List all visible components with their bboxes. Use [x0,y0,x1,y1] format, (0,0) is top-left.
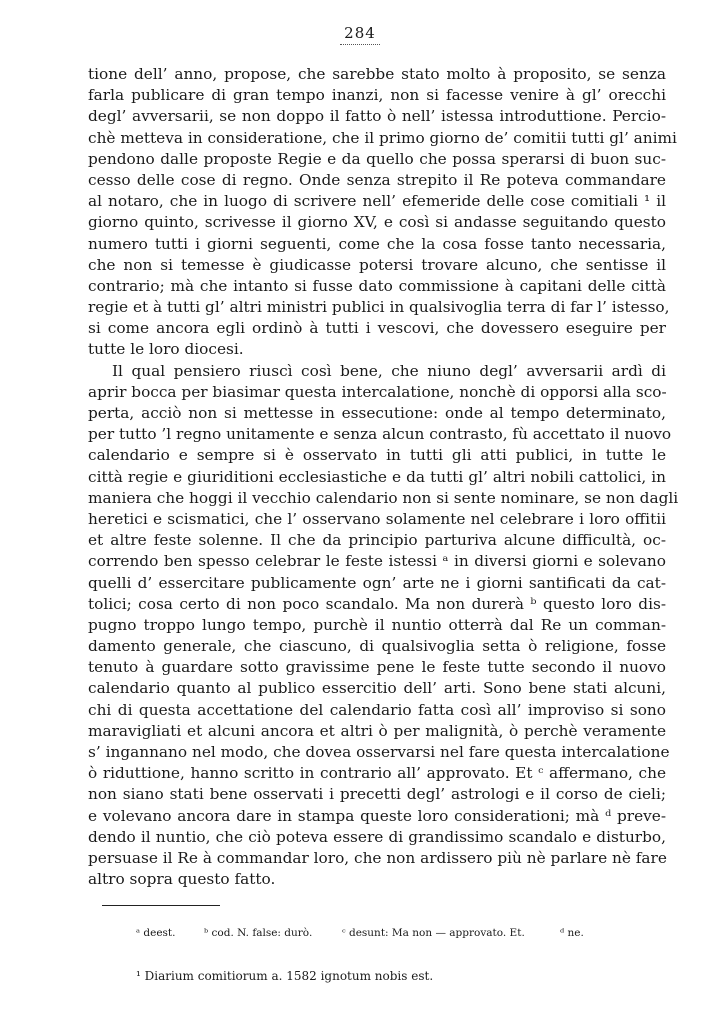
footnote-a: ᵃ deest. [136,927,176,939]
footnote-b: ᵇ cod. N. false: durò. [204,927,313,939]
text-line: aprir bocca per biasimar questa intercalatione, nonchè di opporsi alla sco- [88,382,667,401]
text-line: contrario; mà che intanto si fusse dato commissione à capitani delle città [88,276,666,295]
text-line: altro sopra questo fatto. [88,870,276,889]
text-line: Il qual pensiero riuscì così bene, che niuno degl’ avversarii ardì di [112,361,666,380]
text-line: giorno quinto, scrivesse il giorno XV, e così si andasse seguitando questo [88,213,666,232]
text-line: heretici e scismatici, che l’ osservano solamente nel celebrare i loro offitii [88,509,666,528]
text-line: persuase il Re à commandar loro, che non ardissero più nè parlare nè fare [88,848,667,867]
text-line: farla publicare di gran tempo inanzi, non si facesse venire à gl’ orecchi [88,86,666,105]
text-line: perta, acciò non si mettesse in essecutione: onde al tempo determinato, [88,404,666,422]
text-line: maravigliati et alcuni ancora et altri ò per malignità, ò perchè veramente [88,721,666,740]
footnote-1: ¹ Diarium comitiorum a. 1582 ignotum nobis est. [136,969,434,983]
text-line: tolici; cosa certo di non poco scandalo. Ma non durerà ᵇ questo loro dis- [88,594,666,613]
text-line: ò riduttione, hanno scritto in contrario all’ approvato. Et ᶜ affermano, che [88,764,666,783]
text-line: s’ ingannano nel modo, che dovea osservarsi nel fare questa intercalatione [88,743,670,761]
text-line: cesso delle cose di regno. Onde senza strepito il Re poteva commandare [88,170,666,189]
text-line: tione dell’ anno, propose, che sarebbe stato molto à proposito, se senza [88,65,666,83]
text-line: degl’ avversarii, se non doppo il fatto ò nell’ istessa introduttione. Percio- [88,107,666,126]
body-text [88,64,679,890]
text-line: al notaro, che in luogo di scrivere nell’ efemeride delle cose comitiali ¹ il [88,192,666,211]
text-line: città regie e giuriditioni ecclesiastiche e da tutti gl’ altri nobili cattolici, in [88,467,666,486]
text-line: dendo il nuntio, che ciò poteva essere di grandissimo scandalo e disturbo, [88,827,666,846]
text-line: pugno troppo lungo tempo, purchè il nuntio otterrà dal Re un comman- [88,615,666,634]
text-line: per tutto ’l regno unitamente e senza alcun contrasto, fù accettato il nuovo [88,425,672,444]
text-line: damento generale, che ciascuno, di qualsivoglia setta ò religione, fosse [88,637,666,656]
text-line: si come ancora egli ordinò à tutti i vescovi, che dovessero eseguire per [88,319,666,338]
text-line: tenuto à guardare sotto gravissime pene le feste tutte secondo il nuovo [88,658,666,677]
text-line: regie et à tutti gl’ altri ministri publici in qualsivoglia terra di far l’ istesso, [88,298,670,317]
text-line: tutte le loro diocesi. [88,340,244,359]
text-line: e volevano ancora dare in stampa queste loro considerationi; mà ᵈ preve- [88,806,666,825]
text-line: chè metteva in consideratione, che il primo giorno de’ comitii tutti gl’ animi [88,128,677,147]
text-line: et altre feste solenne. Il che da principio parturiva alcune difficultà, oc- [88,531,666,550]
footnote-separator [102,905,220,906]
text-line: numero tutti i giorni seguenti, come che la cosa fosse tanto necessaria, [88,234,666,253]
footnote-c: ᶜ desunt: Ma non — approvato. Et. [342,927,525,939]
text-line: pendono dalle proposte Regie e da quello che possa sperarsi di buon suc- [88,149,666,168]
text-line: che non si temesse è giudicasse potersi trovare alcuno, che sentisse il [88,255,666,274]
text-line: calendario e sempre si è osservato in tutti gli atti publici, in tutte le [88,446,666,465]
text-line: quelli d’ essercitare publicamente ogn’ arte ne i giorni santificati da cat- [88,573,666,592]
text-line: non siano stati bene osservati i precetti degl’ astrologi e il corso de cieli; [88,785,666,804]
text-line: chi di questa accettatione del calendario fatta così all’ improviso si sono [88,700,666,719]
page-number: 284 [0,24,720,45]
text-line: correndo ben spesso celebrar le feste istessi ᵃ in diversi giorni e solevano [88,552,666,571]
text-line: maniera che hoggi il vecchio calendario non si sente nominare, se non dagli [88,488,679,507]
text-line: calendario quanto al publico essercitio dell’ arti. Sono bene stati alcuni, [88,679,666,698]
footnote-d: ᵈ ne. [560,927,584,939]
